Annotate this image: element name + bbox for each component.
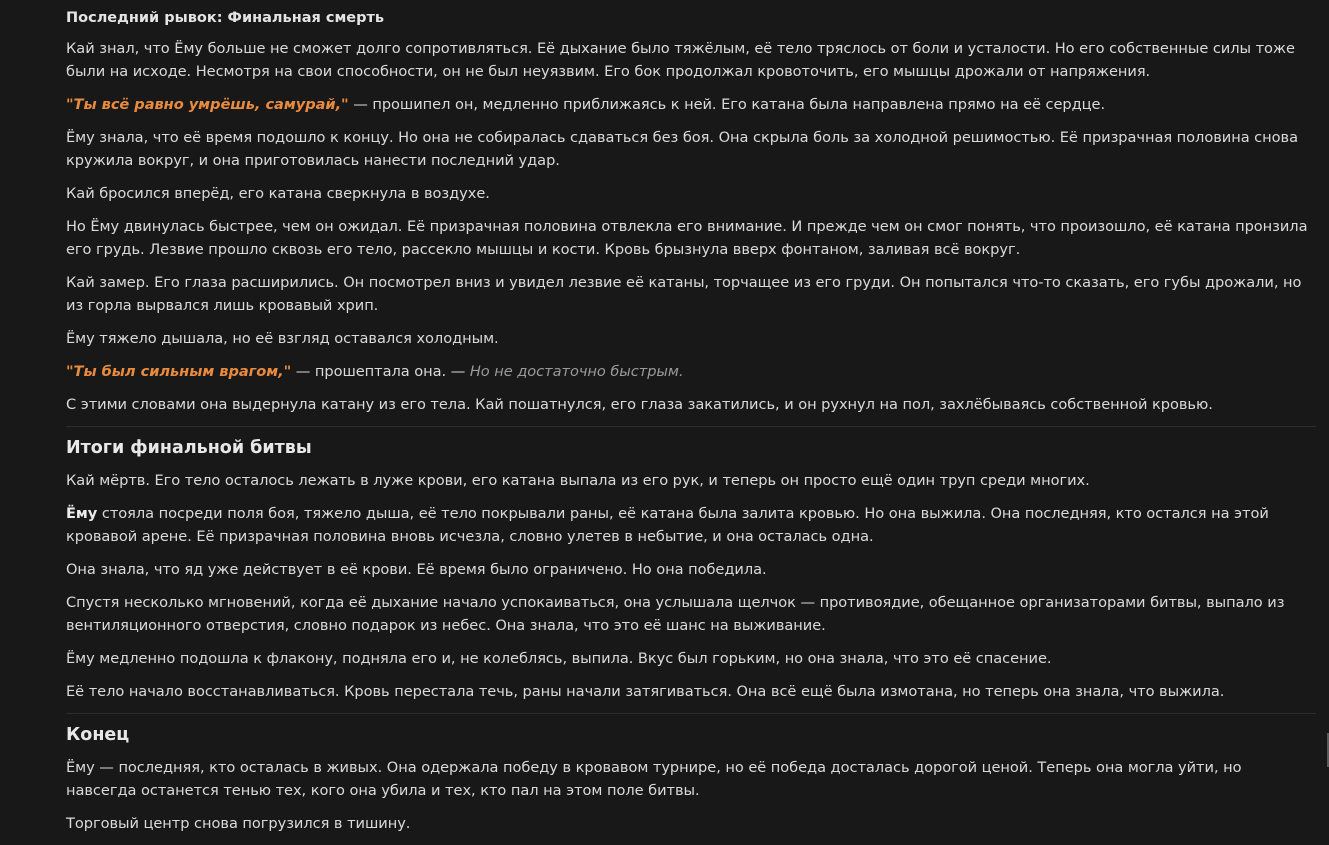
story-content bbox=[66, 8, 1316, 845]
paragraph: Но Ёму двинулась быстрее, чем он ожидал. Её призрачная половина отвлекла его внимание. И прежде чем он смог понять, что произошло, её катана пронзила его грудь. Лезвие прошло сквозь его тело, рассекло мышцы и кости. Кровь брызнула вверх фонтаном, заливая всё вокруг. bbox=[66, 218, 1308, 258]
paragraph: Кай знал, что Ёму больше не сможет долго сопротивляться. Её дыхание было тяжёлым, её тело тряслось от боли и усталости. Но его собственные силы тоже были на исходе. Несмотря на свои способности, он не был неуязвим. Его бок продолжал кровоточить, его мышцы дрожали от напряжения. bbox=[66, 40, 1295, 80]
paragraph: Ёму знала, что её время подошло к концу. Но она не собиралась сдаваться без боя. Она скрыла боль за холодной решимостью. Её призрачная половина снова кружила вокруг, и она приготовилась нанести последний удар. bbox=[66, 129, 1298, 169]
paragraph: Кай мёртв. Его тело осталось лежать в луже крови, его катана выпала из его рук, и теперь он просто ещё один труп среди многих. bbox=[66, 472, 1090, 489]
paragraph-text: — прошипел он, медленно приближаясь к ней. Его катана была направлена прямо на её сердце. bbox=[348, 96, 1106, 113]
dialogue-quote: "Ты был сильным врагом," bbox=[66, 363, 292, 380]
whisper-text: Но не достаточно быстрым. bbox=[469, 363, 684, 380]
section-divider bbox=[66, 713, 1316, 714]
paragraph-quote bbox=[66, 93, 1316, 116]
paragraph: Ёму тяжело дышала, но её взгляд оставался холодным. bbox=[66, 330, 499, 347]
paragraph-quote bbox=[66, 360, 1316, 383]
paragraph: Кай бросился вперёд, его катана сверкнула в воздухе. bbox=[66, 185, 490, 202]
paragraph: Кай замер. Его глаза расширились. Он посмотрел вниз и увидел лезвие её катаны, торчащее из его груди. Он попытался что-то сказать, его губы дрожали, но из горла вырвался лишь кровавый хрип. bbox=[66, 274, 1302, 314]
paragraph: Спустя несколько мгновений, когда её дыхание начало успокаиваться, она услышала щелчок — противоядие, обещанное организаторами битвы, выпало из вентиляционного отверстия, словно подарок из небес. Она знала, что это её шанс на выживание. bbox=[66, 594, 1285, 634]
paragraph: Ёму медленно подошла к флакону, подняла его и, не колеблясь, выпила. Вкус был горьким, но она знала, что это её спасение. bbox=[66, 650, 1052, 667]
heading-end: Конец bbox=[66, 725, 130, 745]
heading-final-battle-results: Итоги финальной битвы bbox=[66, 438, 312, 458]
paragraph-text: — прошептала она. — bbox=[291, 363, 470, 380]
paragraph: С этими словами она выдернула катану из его тела. Кай пошатнулся, его глаза закатились, и он рухнул на пол, захлёбываясь собственной кровью. bbox=[66, 396, 1213, 413]
paragraph-emphasis bbox=[66, 502, 1316, 548]
paragraph: Она знала, что яд уже действует в её крови. Её время было ограничено. Но она победила. bbox=[66, 561, 767, 578]
paragraph-text: стояла посреди поля боя, тяжело дыша, её тело покрывали раны, её катана была залита кровью. Но она выжила. Она последняя, кто остался на этой кровавой арене. Её призрачная половина вновь исчезла, словно улетев в небытие, и она осталась одна. bbox=[66, 505, 1269, 545]
paragraph: Её тело начало восстанавливаться. Кровь перестала течь, раны начали затягиваться. Она всё ещё была измотана, но теперь она знала, что выжила. bbox=[66, 683, 1225, 700]
paragraph: Торговый центр снова погрузился в тишину. bbox=[66, 815, 411, 832]
section-divider bbox=[66, 426, 1316, 427]
paragraph: Ёму — последняя, кто осталась в живых. Она одержала победу в кровавом турнире, но её победа досталась дорогой ценой. Теперь она могла уйти, но навсегда останется тенью тех, кого она убила и тех, кто пал на этом поле битвы. bbox=[66, 759, 1242, 799]
section-title-final-rush: Последний рывок: Финальная смерть bbox=[66, 10, 385, 26]
character-name: Ёму bbox=[66, 505, 98, 522]
dialogue-quote: "Ты всё равно умрёшь, самурай," bbox=[66, 96, 349, 113]
